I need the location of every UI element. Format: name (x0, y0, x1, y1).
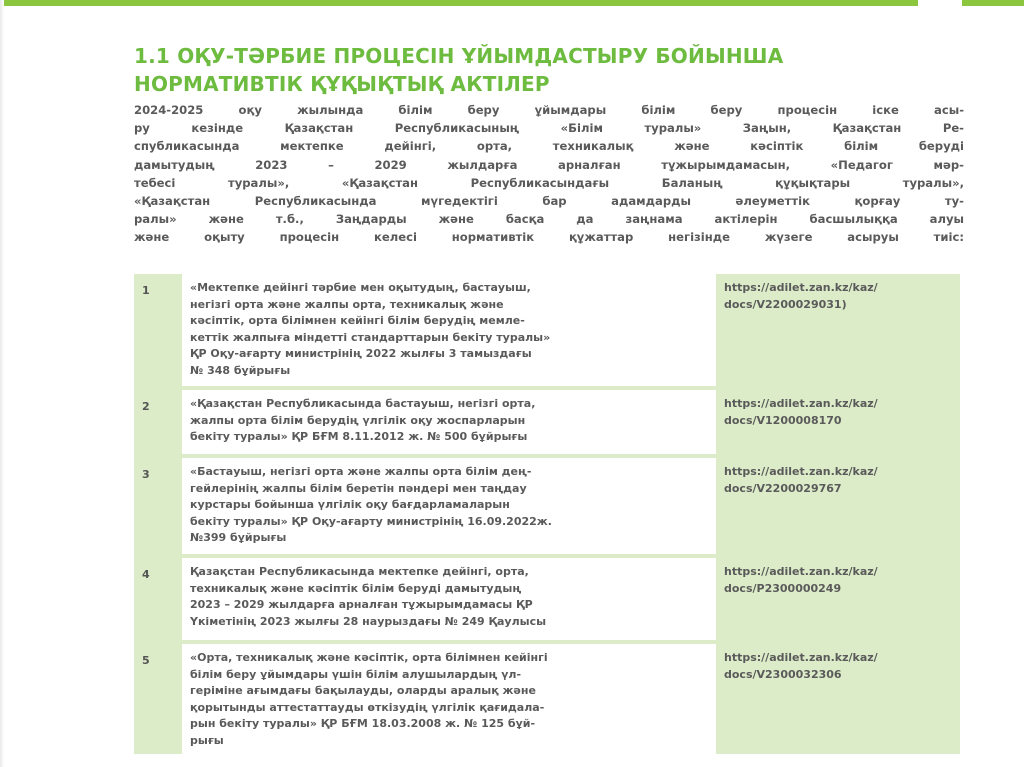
row-number: 1 (142, 284, 150, 297)
table-row (134, 558, 960, 640)
act-link[interactable]: https://adilet.zan.kz/kaz/ docs/P2300000249 (724, 565, 878, 595)
top-accent-bar-right (962, 0, 1024, 6)
row-number: 4 (142, 568, 150, 581)
act-link[interactable]: https://adilet.zan.kz/kaz/ docs/V1200008170 (724, 397, 878, 427)
act-title: «Қазақстан Республикасында бастауыш, негізгі орта, жалпы орта білім берудің үлгілік оқу жоспарларын бекіту туралы» ҚР БҒМ 8.11.2012 ж. № 500 бұйрығы (182, 390, 716, 454)
row-number: 5 (142, 654, 150, 667)
intro-paragraph: 2024-2025 оқу жылында білім беру ұйымдары білім беру процесін іске асы- ру кезінде Қазақстан Республикасының «Білім туралы» Заңын, Қазақстан Ре- спубликасында мектепке дейінгі, орта, техникалық және кәсіптік білім беруді дамытудың 2023 – 2029 жылдарға арналған тұжырымдамасын, «Педагог мәр- тебесі туралы», «Қазақстан Республикасындағы Баланың құқықтары туралы», «Қазақстан Республикасында мүгедектігі бар адамдарды әлеуметтік қорғау ту- ралы» және т.б., Заңдарды және басқа да заңнама актілерін басшылыққа алуы және оқыту процесін келесі нормативтік құжаттар негізінде жүзеге асыруы тиіс: (134, 103, 964, 245)
act-title: «Орта, техникалық және кәсіптік, орта білімнен кейінгі білім беру ұйымдары үшін білім алушылардың үл- геріміне ағымдағы бақылауды, оларды аралық және қорытынды аттестаттауды өткізудің үлгілік қағидала- рын бекіту туралы» ҚР БҒМ 18.03.2008 ж. № 125 бұй- рығы (182, 644, 716, 754)
row-number: 3 (142, 468, 150, 481)
act-link[interactable]: https://adilet.zan.kz/kaz/ docs/V2300032306 (724, 651, 878, 681)
act-title: «Мектепке дейінгі тәрбие мен оқытудың, бастауыш, негізгі орта және жалпы орта, техникалық және кәсіптік, орта білімнен кейінгі білім берудің мемле- кеттік жалпыға міндетті стандарттарын бекіту туралы» ҚР Оқу-ағарту министрінің 2022 жылғы 3 тамыздағы № 348 бұйрығы (182, 274, 716, 386)
page-edge-shadow (0, 0, 4, 767)
act-link[interactable]: https://adilet.zan.kz/kaz/ docs/V2200029767 (724, 465, 878, 495)
act-link[interactable]: https://adilet.zan.kz/kaz/ docs/V2200029031) (724, 281, 878, 311)
table-row (134, 274, 960, 386)
table-row (134, 644, 960, 754)
top-accent-bar (0, 0, 918, 6)
act-title: «Бастауыш, негізгі орта және жалпы орта білім дең- гейлерінің жалпы білім беретін пәндері мен таңдау курстары бойынша үлгілік оқу бағдарламаларын бекіту туралы» ҚР Оқу-ағарту министрінің 16.09.2022ж. №399 бұйрығы (182, 458, 716, 554)
row-number: 2 (142, 400, 150, 413)
section-heading: 1.1 ОҚУ-ТӘРБИЕ ПРОЦЕСІН ҰЙЫМДАСТЫРУ БОЙЫНША НОРМАТИВТІК ҚҰҚЫҚТЫҚ АКТІЛЕР (134, 44, 784, 96)
act-title: Қазақстан Республикасында мектепке дейінгі, орта, техникалық және кәсіптік білім беруді дамытудың 2023 – 2029 жылдарға арналған тұжырымдамасы ҚР Үкіметінің 2023 жылғы 28 наурыздағы № 249 Қаулысы (182, 558, 716, 640)
normative-acts-table (134, 274, 960, 754)
table-row (134, 390, 960, 454)
table-row (134, 458, 960, 554)
